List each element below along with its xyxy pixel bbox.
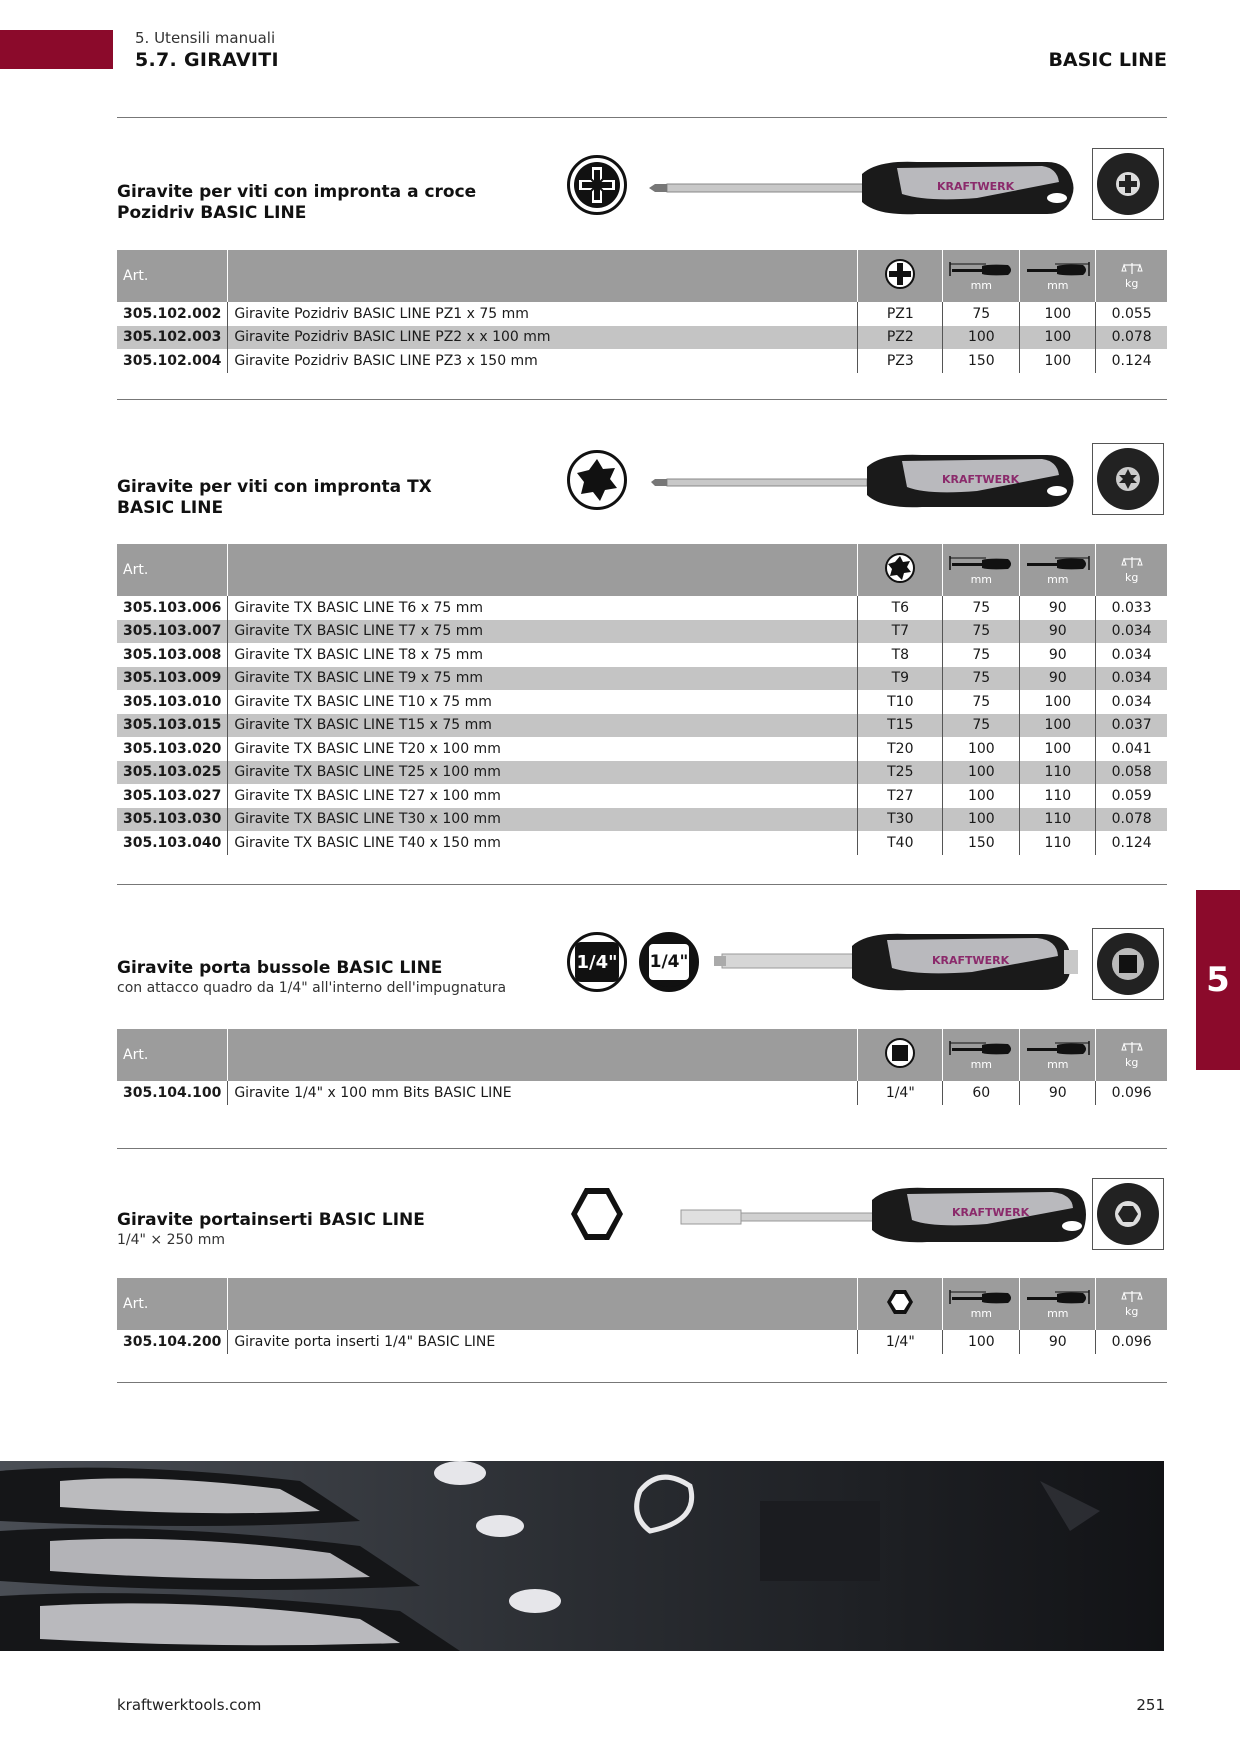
description: Giravite TX BASIC LINE T25 x 100 mm <box>228 761 858 785</box>
blade-length: 100 <box>943 1330 1020 1354</box>
article-number: 305.104.200 <box>123 1333 222 1350</box>
tip-size: 1/4" <box>858 1081 943 1105</box>
table-row <box>117 667 1167 691</box>
description: Giravite TX BASIC LINE T40 x 150 mm <box>228 831 858 855</box>
description: Giravite TX BASIC LINE T8 x 75 mm <box>228 643 858 667</box>
unit-kg: kg <box>1124 571 1139 584</box>
divider <box>117 1382 1167 1383</box>
handle-length: 110 <box>1020 784 1096 808</box>
handle-length: 90 <box>1020 620 1096 644</box>
weight: 0.078 <box>1096 808 1167 832</box>
weight: 0.034 <box>1096 690 1167 714</box>
table-row <box>117 690 1167 714</box>
blade-length: 100 <box>943 808 1020 832</box>
unit-mm: mm <box>970 1058 993 1071</box>
tip-size: T7 <box>858 620 943 644</box>
footer-url[interactable]: kraftwerktools.com <box>117 1696 262 1714</box>
blade-length-icon <box>948 554 1014 572</box>
scale-icon <box>1121 1290 1143 1304</box>
table-row <box>117 784 1167 808</box>
torx-star-icon <box>567 450 627 510</box>
description: Giravite porta inserti 1/4" BASIC LINE <box>228 1330 858 1354</box>
article-number: 305.103.010 <box>123 693 222 710</box>
blade-length-icon <box>948 1039 1014 1057</box>
blade-length: 75 <box>943 643 1020 667</box>
weight: 0.078 <box>1096 326 1167 350</box>
article-number: 305.103.006 <box>123 599 222 616</box>
tip-size: T8 <box>858 643 943 667</box>
article-number: 305.102.002 <box>123 305 222 322</box>
weight: 0.041 <box>1096 737 1167 761</box>
blade-length: 75 <box>943 667 1020 691</box>
product-section-socket-holder <box>117 920 1167 1120</box>
tool-tray-photo <box>0 1461 1164 1651</box>
article-number: 305.103.040 <box>123 834 222 851</box>
article-number: 305.103.025 <box>117 761 228 785</box>
description: Giravite TX BASIC LINE T20 x 100 mm <box>228 737 858 761</box>
torx-header-icon <box>885 553 915 583</box>
unit-kg: kg <box>1124 1056 1139 1069</box>
handle-length: 100 <box>1020 714 1096 738</box>
blade-length: 150 <box>943 349 1020 373</box>
handle-length-icon <box>1025 1288 1091 1306</box>
torx-tip-photo <box>1092 443 1164 515</box>
col-description <box>228 250 858 302</box>
blade-length: 75 <box>943 302 1020 326</box>
blade-length: 100 <box>943 761 1020 785</box>
blade-length: 60 <box>943 1081 1020 1105</box>
col-handle-length <box>1020 544 1096 596</box>
unit-mm: mm <box>970 1307 993 1320</box>
col-weight <box>1096 1278 1167 1330</box>
handle-length: 100 <box>1020 690 1096 714</box>
handle-length: 90 <box>1020 596 1096 620</box>
table-row <box>117 1081 1167 1105</box>
unit-mm: mm <box>970 279 993 292</box>
weight: 0.037 <box>1096 714 1167 738</box>
col-description <box>228 1278 858 1330</box>
col-weight <box>1096 544 1167 596</box>
tip-size: PZ3 <box>858 349 943 373</box>
article-number: 305.103.007 <box>117 620 228 644</box>
col-description <box>228 1029 858 1081</box>
weight: 0.033 <box>1096 596 1167 620</box>
col-art: Art. <box>117 1278 228 1330</box>
pozidriv-cross-icon <box>567 155 627 215</box>
spec-table-torx <box>117 544 1167 855</box>
col-handle-length <box>1020 1278 1096 1330</box>
section-title: 5.7. GIRAVITI <box>135 49 279 71</box>
divider <box>117 117 1167 118</box>
table-row <box>117 596 1167 620</box>
brand-header-bar <box>0 30 113 69</box>
table-row <box>117 620 1167 644</box>
tip-size: T6 <box>858 596 943 620</box>
description: Giravite Pozidriv BASIC LINE PZ2 x x 100 mm <box>228 326 858 350</box>
handle-length: 90 <box>1020 667 1096 691</box>
handle-length-icon <box>1025 554 1091 572</box>
article-number: 305.103.008 <box>123 646 222 663</box>
svg-text:KRAFTWERK: KRAFTWERK <box>937 180 1015 193</box>
svg-text:KRAFTWERK: KRAFTWERK <box>932 954 1010 967</box>
handle-length: 100 <box>1020 302 1096 326</box>
chapter-side-tab <box>1196 890 1240 1070</box>
unit-kg: kg <box>1124 1305 1139 1318</box>
handle-length-icon <box>1025 1039 1091 1057</box>
description: Giravite TX BASIC LINE T10 x 75 mm <box>228 690 858 714</box>
tip-size: PZ1 <box>858 302 943 326</box>
description: Giravite 1/4" x 100 mm Bits BASIC LINE <box>228 1081 858 1105</box>
table-row <box>117 302 1167 326</box>
table-row <box>117 714 1167 738</box>
tip-size: T25 <box>858 761 943 785</box>
handle-length: 100 <box>1020 737 1096 761</box>
weight: 0.034 <box>1096 667 1167 691</box>
article-number: 305.103.020 <box>123 740 222 757</box>
table-row <box>117 831 1167 855</box>
bit-holder-tip-photo <box>1092 1178 1164 1250</box>
product-subtitle: 1/4" × 250 mm <box>117 1232 226 1248</box>
unit-mm: mm <box>1047 573 1069 586</box>
table-row <box>117 737 1167 761</box>
tip-size: T9 <box>858 667 943 691</box>
col-tip-size <box>858 250 943 302</box>
handle-length-icon <box>1025 260 1091 278</box>
square-drive-outline-icon <box>639 932 699 992</box>
article-number: 305.103.030 <box>117 808 228 832</box>
weight: 0.058 <box>1096 761 1167 785</box>
tip-size: PZ2 <box>858 326 943 350</box>
hex-socket-icon <box>567 1184 627 1244</box>
col-art: Art. <box>117 250 228 302</box>
product-subtitle: con attacco quadro da 1/4" all'interno dell'impugnatura <box>117 980 507 996</box>
article-number: 305.103.009 <box>117 667 228 691</box>
handle-length: 110 <box>1020 808 1096 832</box>
weight: 0.055 <box>1096 302 1167 326</box>
product-section-torx <box>117 435 1167 875</box>
table-row <box>117 808 1167 832</box>
scale-icon <box>1121 262 1143 276</box>
col-blade-length <box>943 1029 1020 1081</box>
blade-length: 75 <box>943 690 1020 714</box>
article-number: 305.102.003 <box>117 326 228 350</box>
scale-icon <box>1121 1041 1143 1055</box>
article-number: 305.104.100 <box>123 1084 222 1101</box>
product-title-line2: Pozidriv BASIC LINE <box>117 203 307 223</box>
svg-text:KRAFTWERK: KRAFTWERK <box>952 1206 1030 1219</box>
socket-tip-photo <box>1092 928 1164 1000</box>
table-row <box>117 326 1167 350</box>
handle-length: 90 <box>1020 1081 1096 1105</box>
weight: 0.034 <box>1096 620 1167 644</box>
table-row <box>117 761 1167 785</box>
blade-length: 100 <box>943 737 1020 761</box>
col-handle-length <box>1020 1029 1096 1081</box>
article-number: 305.102.004 <box>123 352 222 369</box>
product-section-pozidriv <box>117 140 1167 380</box>
article-number: 305.103.015 <box>117 714 228 738</box>
col-handle-length <box>1020 250 1096 302</box>
unit-kg: kg <box>1124 277 1139 290</box>
description: Giravite TX BASIC LINE T27 x 100 mm <box>228 784 858 808</box>
col-art: Art. <box>117 544 228 596</box>
weight: 0.096 <box>1096 1081 1167 1105</box>
tip-size: T40 <box>858 831 943 855</box>
badge-label: 1/4" <box>576 951 618 973</box>
col-tip-size <box>858 1278 943 1330</box>
tip-size: T30 <box>858 808 943 832</box>
product-section-bit-holder <box>117 1170 1167 1390</box>
spec-table-bit-holder <box>117 1278 1167 1354</box>
col-tip-size <box>858 544 943 596</box>
chapter-number: 5 <box>1206 960 1230 1000</box>
description: Giravite TX BASIC LINE T9 x 75 mm <box>228 667 858 691</box>
svg-text:KRAFTWERK: KRAFTWERK <box>942 473 1020 486</box>
weight: 0.034 <box>1096 643 1167 667</box>
weight: 0.124 <box>1096 349 1167 373</box>
blade-length: 75 <box>943 714 1020 738</box>
hex-header-icon <box>885 1287 915 1317</box>
col-tip-size <box>858 1029 943 1081</box>
handle-length: 110 <box>1020 761 1096 785</box>
product-title-line1: Giravite per viti con impronta a croce <box>117 182 477 202</box>
description: Giravite Pozidriv BASIC LINE PZ1 x 75 mm <box>228 302 858 326</box>
scale-icon <box>1121 556 1143 570</box>
divider <box>117 884 1167 885</box>
unit-mm: mm <box>970 573 993 586</box>
description: Giravite TX BASIC LINE T30 x 100 mm <box>228 808 858 832</box>
product-line-title: BASIC LINE <box>1048 49 1167 71</box>
blade-length: 150 <box>943 831 1020 855</box>
product-title-line2: BASIC LINE <box>117 498 224 518</box>
col-blade-length <box>943 1278 1020 1330</box>
spec-table-socket-holder <box>117 1029 1167 1105</box>
page-number: 251 <box>1136 1696 1165 1714</box>
unit-mm: mm <box>1047 1058 1069 1071</box>
col-blade-length <box>943 250 1020 302</box>
blade-length-icon <box>948 260 1014 278</box>
tip-size: T15 <box>858 714 943 738</box>
product-title <box>117 477 537 519</box>
handle-length: 100 <box>1020 349 1096 373</box>
tip-size: 1/4" <box>858 1330 943 1354</box>
badge-label: 1/4" <box>649 952 689 972</box>
weight: 0.096 <box>1096 1330 1167 1354</box>
pozidriv-tip-photo <box>1092 148 1164 220</box>
product-title: Giravite portainserti BASIC LINE <box>117 1210 425 1230</box>
product-title-line1: Giravite per viti con impronta TX <box>117 477 432 497</box>
unit-mm: mm <box>1047 279 1069 292</box>
handle-length: 100 <box>1020 326 1096 350</box>
col-weight <box>1096 250 1167 302</box>
spec-table-pozidriv <box>117 250 1167 373</box>
product-title <box>117 182 537 224</box>
col-description <box>228 544 858 596</box>
weight: 0.124 <box>1096 831 1167 855</box>
blade-length-icon <box>948 1288 1014 1306</box>
description: Giravite TX BASIC LINE T7 x 75 mm <box>228 620 858 644</box>
blade-length: 75 <box>943 596 1020 620</box>
pozidriv-header-icon <box>885 259 915 289</box>
table-row <box>117 349 1167 373</box>
handle-length: 90 <box>1020 643 1096 667</box>
chapter-label: 5. Utensili manuali <box>135 29 276 47</box>
tip-size: T10 <box>858 690 943 714</box>
table-row <box>117 1330 1167 1354</box>
col-weight <box>1096 1029 1167 1081</box>
article-number: 305.103.027 <box>123 787 222 804</box>
handle-length: 110 <box>1020 831 1096 855</box>
square-drive-icon <box>567 932 627 992</box>
handle-length: 90 <box>1020 1330 1096 1354</box>
col-art: Art. <box>117 1029 228 1081</box>
blade-length: 100 <box>943 326 1020 350</box>
product-title: Giravite porta bussole BASIC LINE <box>117 958 443 978</box>
tip-size: T27 <box>858 784 943 808</box>
unit-mm: mm <box>1047 1307 1069 1320</box>
blade-length: 75 <box>943 620 1020 644</box>
tip-size: T20 <box>858 737 943 761</box>
description: Giravite TX BASIC LINE T6 x 75 mm <box>228 596 858 620</box>
divider <box>117 1148 1167 1149</box>
square-header-icon <box>885 1038 915 1068</box>
col-blade-length <box>943 544 1020 596</box>
blade-length: 100 <box>943 784 1020 808</box>
weight: 0.059 <box>1096 784 1167 808</box>
table-row <box>117 643 1167 667</box>
divider <box>117 399 1167 400</box>
description: Giravite TX BASIC LINE T15 x 75 mm <box>228 714 858 738</box>
description: Giravite Pozidriv BASIC LINE PZ3 x 150 mm <box>228 349 858 373</box>
